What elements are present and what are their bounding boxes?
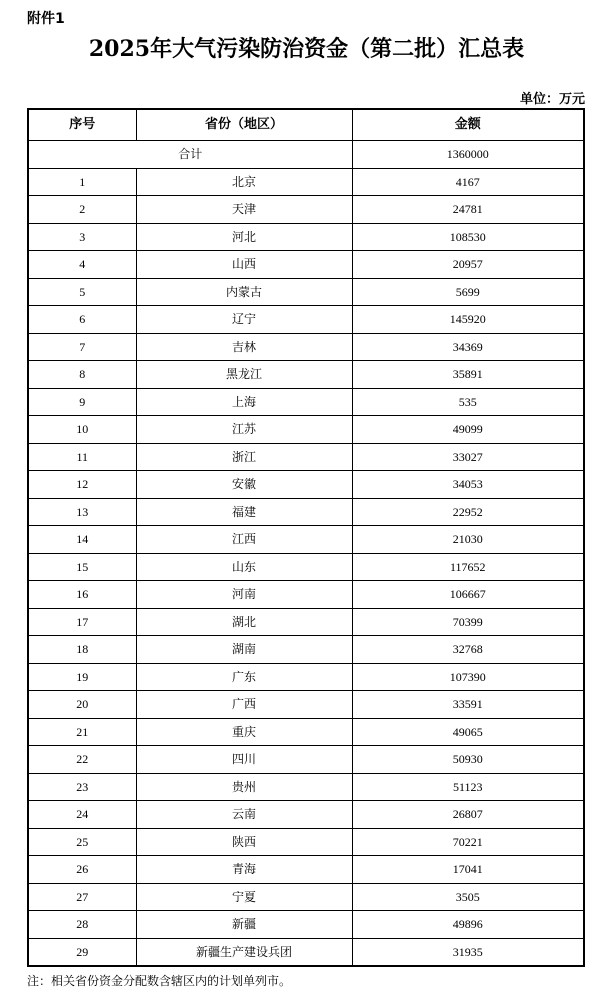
row-index: 26 [28, 856, 136, 884]
row-index: 1 [28, 168, 136, 196]
row-amount: 24781 [352, 196, 584, 224]
row-province: 湖北 [136, 608, 352, 636]
table-row [28, 223, 584, 251]
row-province: 安徽 [136, 471, 352, 499]
row-province: 广东 [136, 663, 352, 691]
row-index: 23 [28, 773, 136, 801]
row-province: 吉林 [136, 333, 352, 361]
header-index: 序号 [28, 109, 136, 141]
row-index: 17 [28, 608, 136, 636]
row-province: 上海 [136, 388, 352, 416]
row-province: 山西 [136, 251, 352, 279]
row-amount: 70221 [352, 828, 584, 856]
row-index: 18 [28, 636, 136, 664]
page-title: 2025年大气污染防治资金（第二批）汇总表 [88, 36, 525, 62]
table-row [28, 636, 584, 664]
row-index: 12 [28, 471, 136, 499]
table-row [28, 388, 584, 416]
row-amount: 33027 [352, 443, 584, 471]
footnote: 注：相关省份资金分配数含辖区内的计划单列市。 [27, 974, 292, 988]
table-row [28, 333, 584, 361]
row-amount: 3505 [352, 883, 584, 911]
row-index: 25 [28, 828, 136, 856]
row-amount: 17041 [352, 856, 584, 884]
row-province: 江苏 [136, 416, 352, 444]
row-amount: 34053 [352, 471, 584, 499]
table-row [28, 718, 584, 746]
row-index: 14 [28, 526, 136, 554]
table-row [28, 856, 584, 884]
row-index: 5 [28, 278, 136, 306]
row-amount: 49099 [352, 416, 584, 444]
total-label: 合计 [28, 141, 352, 169]
row-amount: 117652 [352, 553, 584, 581]
table-row [28, 251, 584, 279]
row-province: 新疆生产建设兵团 [136, 938, 352, 966]
row-province: 福建 [136, 498, 352, 526]
row-province: 贵州 [136, 773, 352, 801]
row-province: 山东 [136, 553, 352, 581]
row-index: 20 [28, 691, 136, 719]
row-amount: 108530 [352, 223, 584, 251]
row-index: 7 [28, 333, 136, 361]
row-province: 青海 [136, 856, 352, 884]
row-amount: 145920 [352, 306, 584, 334]
row-index: 3 [28, 223, 136, 251]
table-row [28, 278, 584, 306]
row-province: 广西 [136, 691, 352, 719]
row-province: 辽宁 [136, 306, 352, 334]
table-row [28, 828, 584, 856]
unit-label: 单位：万元 [519, 92, 585, 107]
row-province: 湖南 [136, 636, 352, 664]
table-row [28, 801, 584, 829]
row-province: 宁夏 [136, 883, 352, 911]
row-amount: 31935 [352, 938, 584, 966]
row-index: 21 [28, 718, 136, 746]
row-amount: 106667 [352, 581, 584, 609]
table-row [28, 663, 584, 691]
row-province: 河北 [136, 223, 352, 251]
row-province: 重庆 [136, 718, 352, 746]
row-index: 9 [28, 388, 136, 416]
row-amount: 22952 [352, 498, 584, 526]
row-amount: 32768 [352, 636, 584, 664]
attachment-label: 附件1 [27, 11, 65, 27]
row-index: 22 [28, 746, 136, 774]
row-index: 15 [28, 553, 136, 581]
table-row [28, 746, 584, 774]
row-province: 陕西 [136, 828, 352, 856]
row-index: 8 [28, 361, 136, 389]
row-amount: 51123 [352, 773, 584, 801]
row-province: 天津 [136, 196, 352, 224]
table-row [28, 691, 584, 719]
row-amount: 49065 [352, 718, 584, 746]
table-row [28, 773, 584, 801]
total-value: 1360000 [352, 141, 584, 169]
table-row [28, 361, 584, 389]
row-index: 29 [28, 938, 136, 966]
table-row [28, 581, 584, 609]
table-row [28, 526, 584, 554]
row-amount: 33591 [352, 691, 584, 719]
table-row [28, 416, 584, 444]
row-province: 云南 [136, 801, 352, 829]
table-row [28, 471, 584, 499]
row-amount: 107390 [352, 663, 584, 691]
row-index: 6 [28, 306, 136, 334]
row-amount: 70399 [352, 608, 584, 636]
row-amount: 5699 [352, 278, 584, 306]
row-amount: 34369 [352, 333, 584, 361]
table-row [28, 168, 584, 196]
row-amount: 50930 [352, 746, 584, 774]
row-index: 24 [28, 801, 136, 829]
row-province: 新疆 [136, 911, 352, 939]
table-row [28, 938, 584, 966]
row-province: 内蒙古 [136, 278, 352, 306]
row-province: 北京 [136, 168, 352, 196]
table-row [28, 608, 584, 636]
row-index: 13 [28, 498, 136, 526]
row-province: 江西 [136, 526, 352, 554]
row-index: 16 [28, 581, 136, 609]
row-index: 10 [28, 416, 136, 444]
table-row [28, 883, 584, 911]
table-row [28, 306, 584, 334]
row-province: 黑龙江 [136, 361, 352, 389]
table-row [28, 498, 584, 526]
row-index: 27 [28, 883, 136, 911]
row-amount: 535 [352, 388, 584, 416]
row-amount: 20957 [352, 251, 584, 279]
header-amount: 金额 [352, 109, 584, 141]
row-index: 11 [28, 443, 136, 471]
row-index: 28 [28, 911, 136, 939]
header-province: 省份（地区） [136, 109, 352, 141]
row-amount: 49896 [352, 911, 584, 939]
row-amount: 21030 [352, 526, 584, 554]
row-province: 四川 [136, 746, 352, 774]
row-index: 4 [28, 251, 136, 279]
row-amount: 4167 [352, 168, 584, 196]
row-index: 2 [28, 196, 136, 224]
row-province: 河南 [136, 581, 352, 609]
table-row [28, 196, 584, 224]
table-row [28, 443, 584, 471]
row-amount: 35891 [352, 361, 584, 389]
row-amount: 26807 [352, 801, 584, 829]
row-index: 19 [28, 663, 136, 691]
table-header-row [28, 109, 584, 141]
table-row [28, 553, 584, 581]
funds-table [27, 108, 585, 967]
table-row [28, 911, 584, 939]
row-province: 浙江 [136, 443, 352, 471]
total-row [28, 141, 584, 169]
